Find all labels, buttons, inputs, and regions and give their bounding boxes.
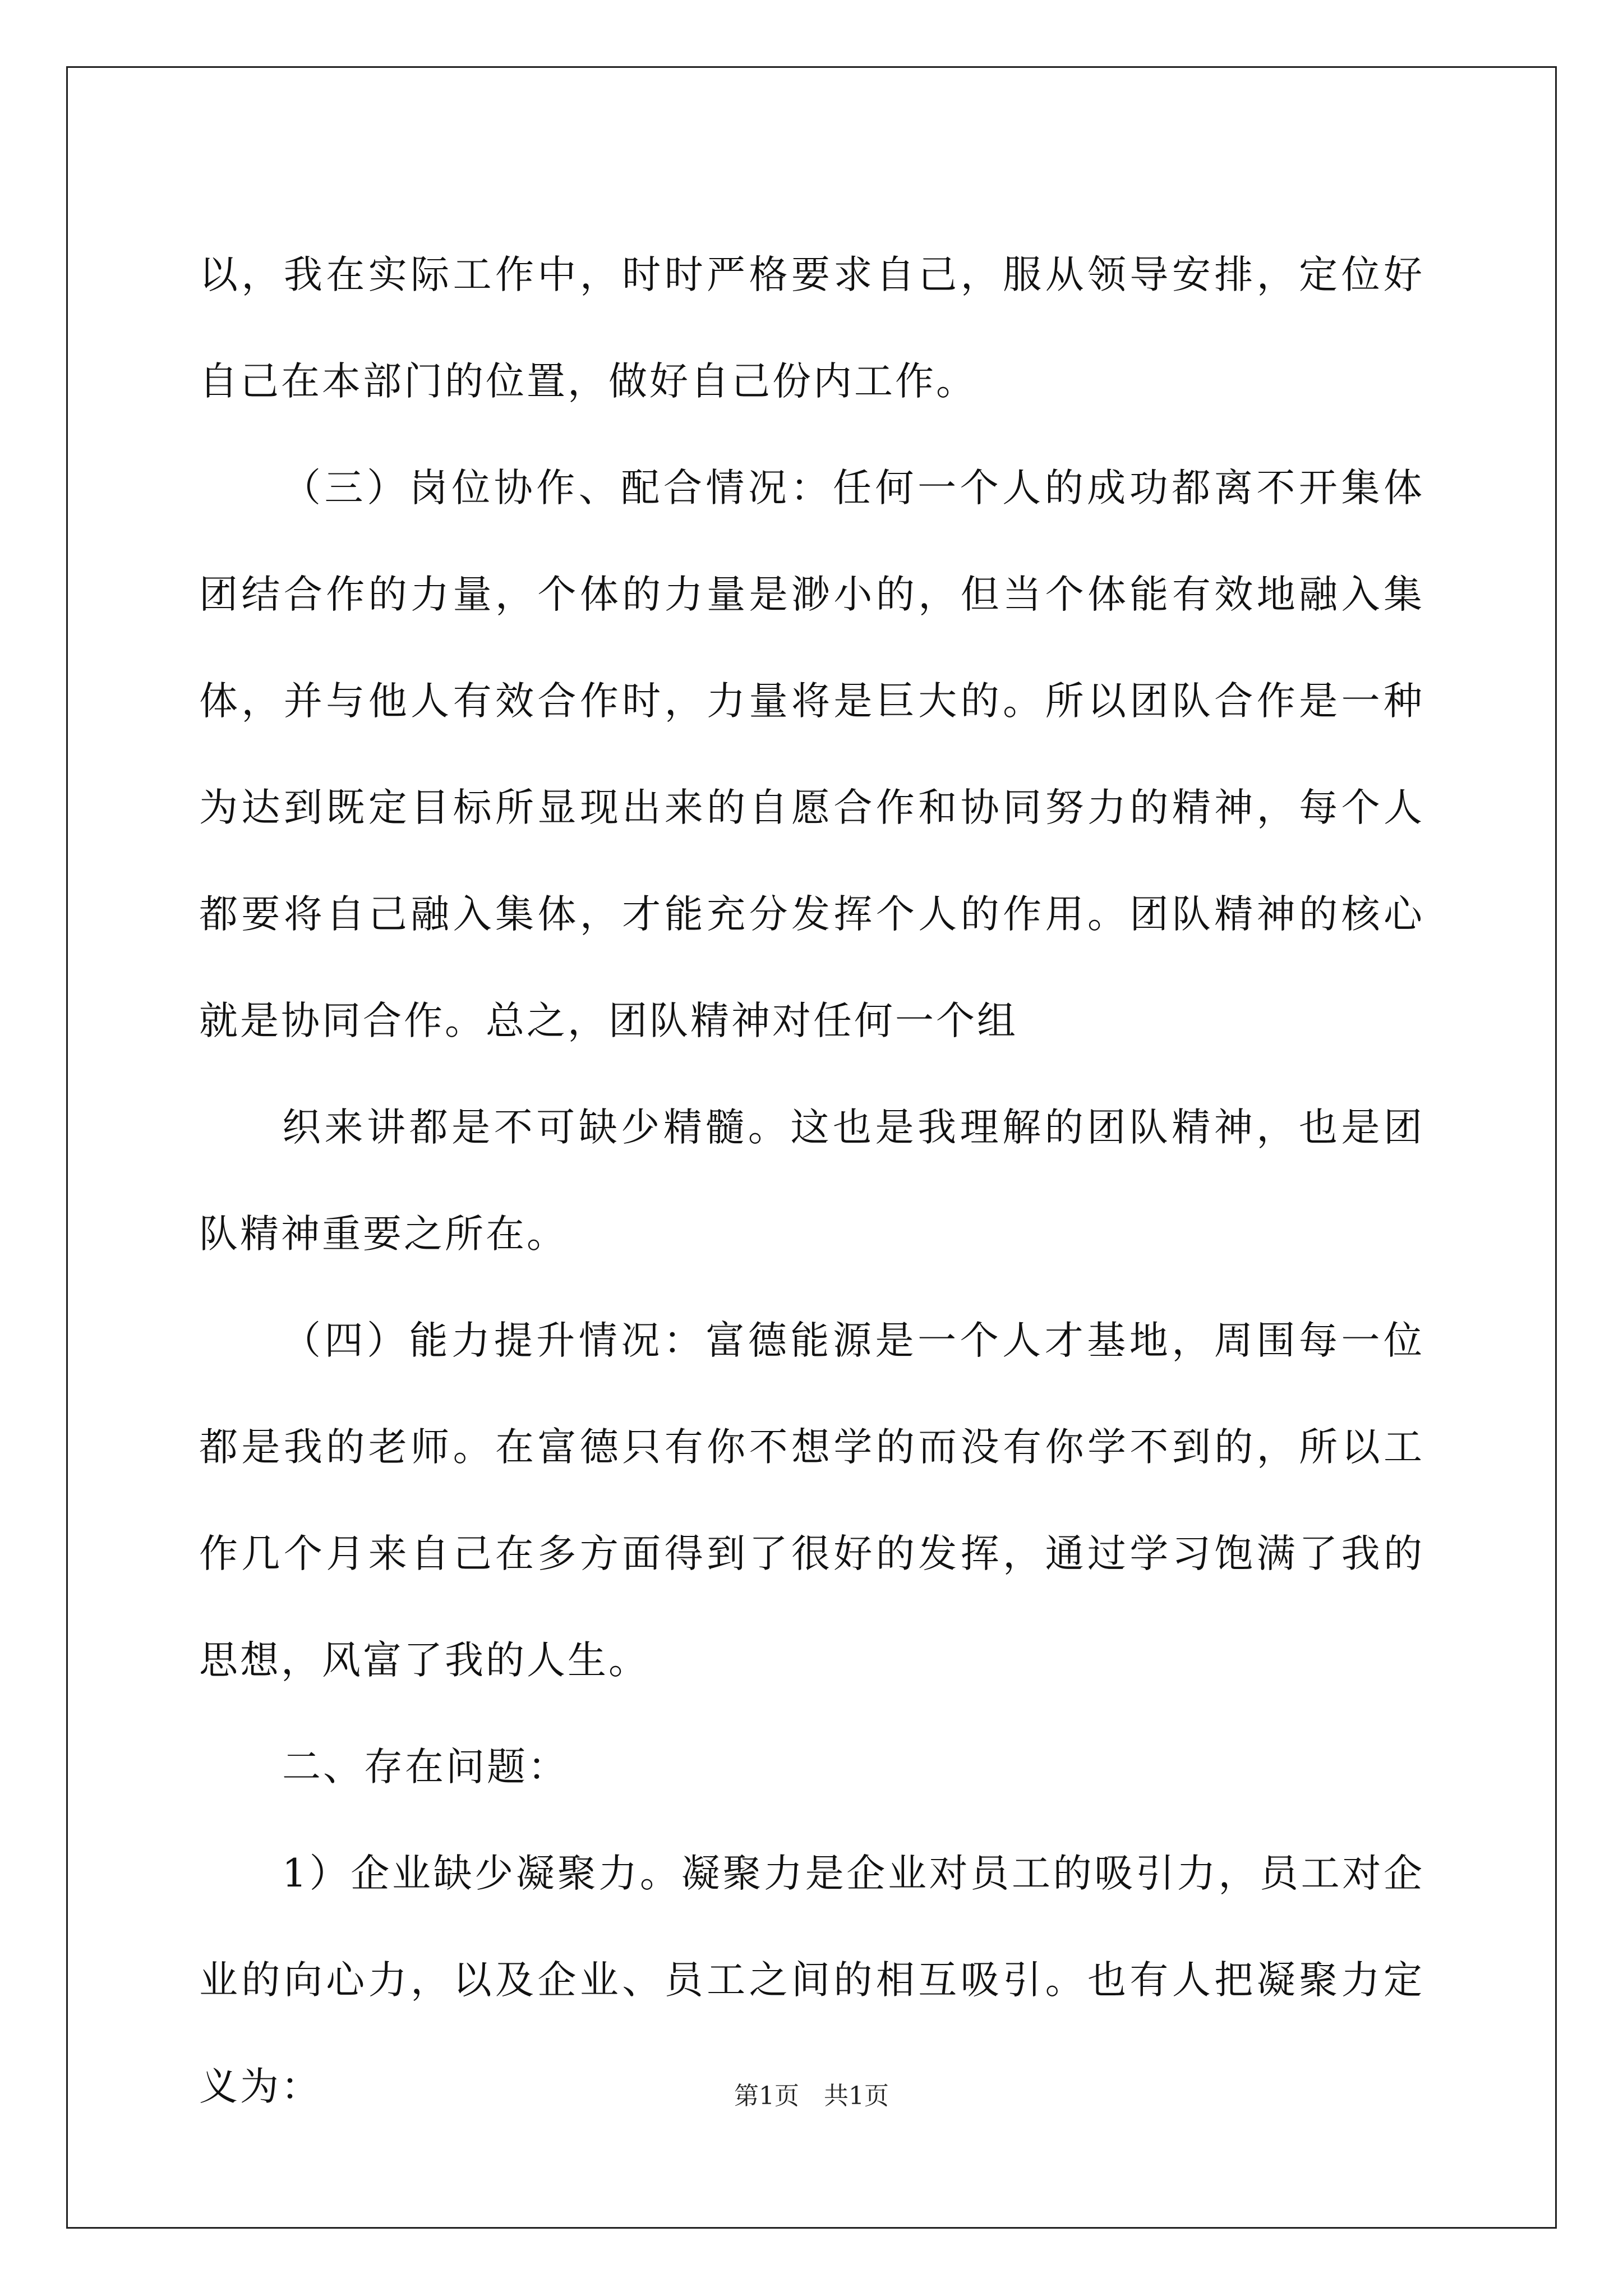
paragraph-5: 1）企业缺少凝聚力。凝聚力是企业对员工的吸引力，员工对企业的向心力，以及企业、员工之间的相互吸引。也有人把凝聚力定义为： bbox=[199, 1851, 1424, 2109]
paragraph-3: 织来讲都是不可缺少精髓。这也是我理解的团队精神，也是团队精神重要之所在。 bbox=[199, 1105, 1424, 1257]
section-heading: 二、存在问题： bbox=[282, 1745, 569, 1789]
paragraph-2: （三）岗位协作、配合情况：任何一个人的成功都离不开集体团结合作的力量，个体的力量是渺小的，但当个体能有效地融入集体，并与他人有效合作时，力量将是巨大的。所以团队合作是一种为达到既定目标所显现出来的自愿合作和协同努力的精神，每个人都要将自己融入集体，才能充分发挥个人的作用。团队精神的核心就是协同合作。总之，团队精神对任何一个组 bbox=[199, 466, 1424, 1043]
paragraph-1: 以，我在实际工作中，时时严格要求自己，服从领导安排，定位好自己在本部门的位置，做好自己份内工作。 bbox=[199, 252, 1424, 404]
paragraph-4: （四）能力提升情况：富德能源是一个人才基地，周围每一位都是我的老师。在富德只有你不想学的而没有你学不到的，所以工作几个月来自己在多方面得到了很好的发挥，通过学习饱满了我的思想，风富了我的人生。 bbox=[199, 1318, 1424, 1683]
document-body bbox=[199, 222, 1424, 2140]
page-footer: 第1页 共1页 bbox=[734, 2082, 889, 2110]
